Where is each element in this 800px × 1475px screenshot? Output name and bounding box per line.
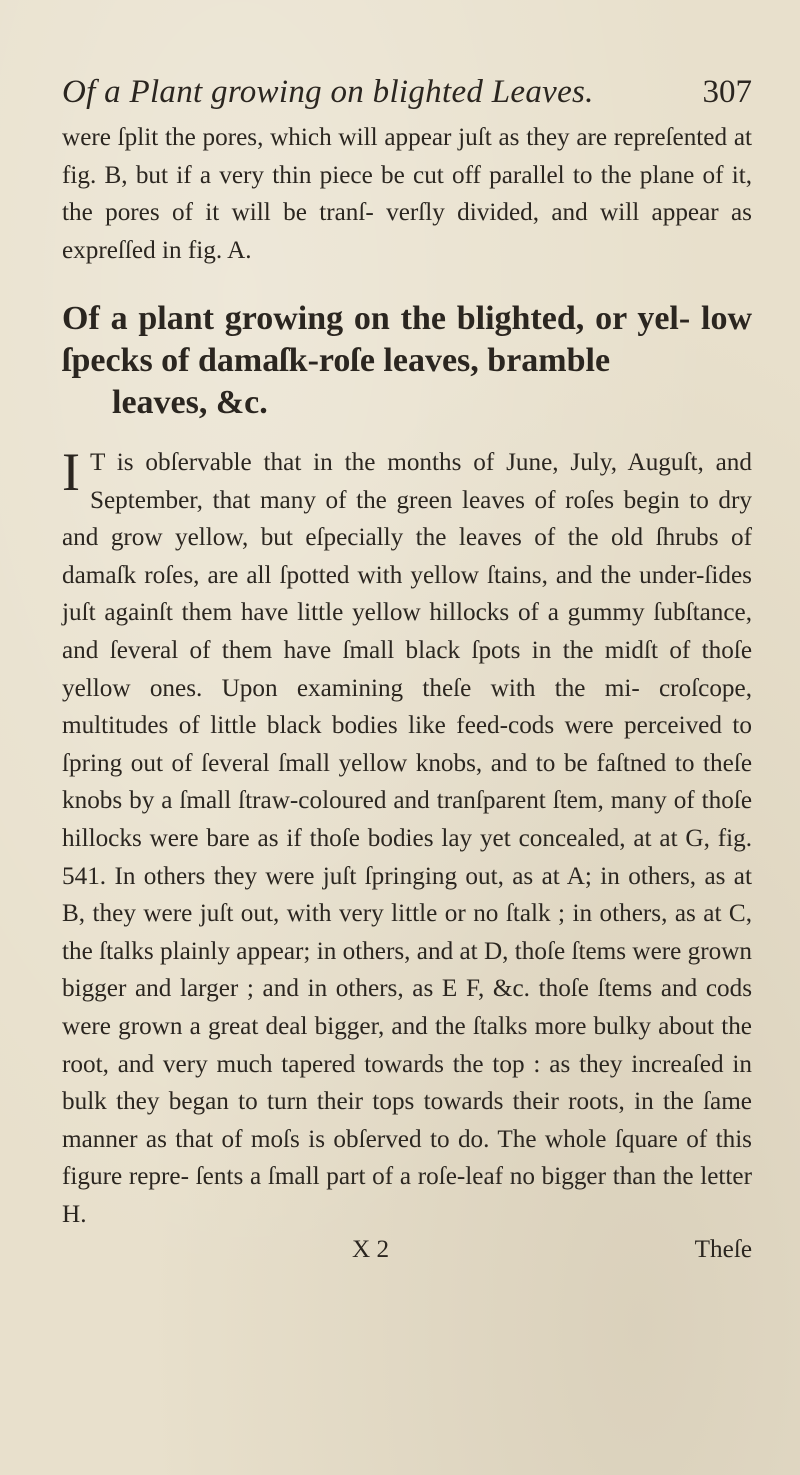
catchword: Theſe [694, 1236, 752, 1263]
section-heading-line-3: leaves, &c. [112, 384, 268, 421]
running-head [62, 70, 752, 114]
section-heading-line-2: low ſpecks of damaſk-roſe leaves, bramble [62, 300, 752, 379]
section-heading-line-1: Of a plant growing on the blighted, or yel- [62, 300, 691, 337]
signature-mark: X 2 [352, 1236, 390, 1263]
paragraph-main [62, 444, 752, 1233]
page-footer [62, 1232, 752, 1268]
drop-cap: I [62, 442, 80, 502]
page-number: 307 [702, 74, 752, 110]
section-heading [62, 298, 752, 424]
paragraph-main-text: T is obſervable that in the months of June, July, Auguſt, and September, that many of the green leaves of roſes begin to dry and grow yellow, but eſpecially the leaves of the old ſhrubs of damaſk roſes, are all ſpotted with yellow ſtains, and the under-ſides juſt againſt them have little yellow hillocks of a gummy ſubſtance, and ſeveral of them have ſmall black ſpots in the midſt of thoſe yellow ones. Upon examining theſe with the mi- croſcope, multitudes of little black bodies like feed-cods were perceived to ſpring out of ſeveral ſmall yellow knobs, and to be faſtned to theſe knobs by a ſmall ſtraw-coloured and tranſparent ſtem, many of thoſe hillocks were bare as if thoſe bodies lay yet concealed, at at G, fig. 541. In others they were juſt ſpringing out, as at A; in others, as at B, they were juſt out, with very little or no ſtalk ; in others, as at C, the ſtalks plainly appear; in others, and at D, thoſe ſtems were grown bigger and larger ; and in others, as E F, &c. thoſe ſtems and cods were grown a great deal bigger, and the ſtalks more bulky about the root, and very much tapered towards the top : as they increaſed in bulk they began to turn their tops towards their roots, in the ſame manner as that of moſs is obſerved to do. The whole ſquare of this figure repre- ſents a ſmall part of a roſe-leaf no bigger than the letter H. [62, 449, 752, 1228]
running-head-title: Of a Plant growing on blighted Leaves. [62, 74, 594, 110]
paragraph-continued: were ſplit the pores, which will appear juſt as they are repreſented at fig. B, but if a very thin piece be cut off parallel to the plane of it, the pores of it will be tranſ- verſly divided, and will appear as expreſſed in fig. A. [62, 124, 752, 264]
